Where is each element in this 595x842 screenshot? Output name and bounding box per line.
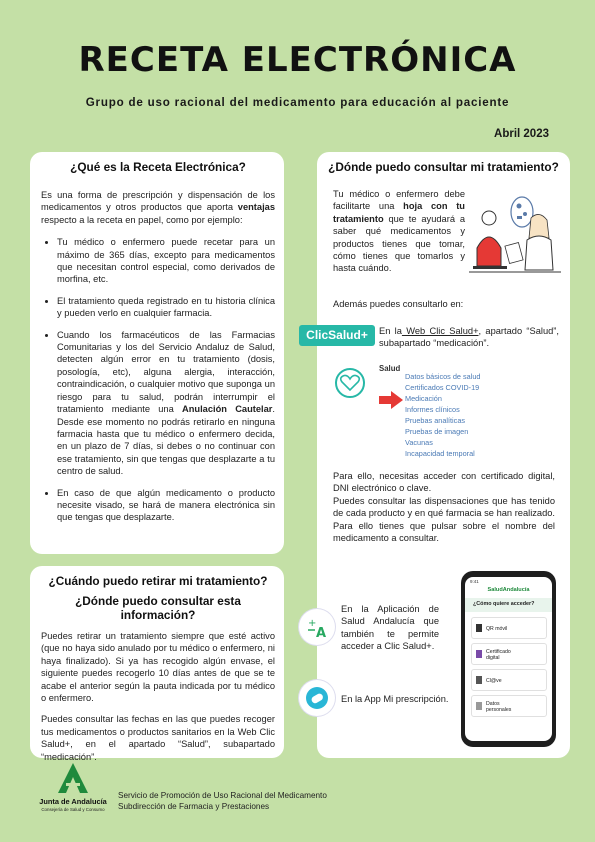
card-what-intro: Es una forma de prescripción y dispensación de los medicamentos y otros productos que aporta ventajas respecto a la receta en papel, como por ejemplo: [41, 190, 275, 225]
phone-option-qr[interactable]: QR móvil [471, 617, 547, 639]
menu-item-medicacion[interactable]: Medicación [405, 394, 442, 403]
list-item: • Tu médico o enfermero puede recetar para un máximo de 365 días, excepto para medicamentos que necesitan control especial, como derivados de morfina, etc. [57, 236, 275, 286]
card-where-para-1: Tu médico o enfermero debe facilitarte una hoja con tu tratamiento que te ayudará a saber qué medicamentos y productos tienes que tomar, cómo tienes que tomarlos y hasta cuándo. [333, 189, 465, 274]
card-when-heading-1: ¿Cuándo puedo retirar mi tratamiento? [48, 574, 268, 588]
footer-line-1: Servicio de Promoción de Uso Racional del Medicamento [118, 791, 327, 800]
card-what-is [30, 152, 284, 554]
phone-mockup [461, 571, 556, 747]
footer-line-2: Subdirección de Farmacia y Prestaciones [118, 802, 270, 811]
menu-item-vacunas[interactable]: Vacunas [405, 438, 433, 447]
menu-item-incapacidad[interactable]: Incapacidad temporal [405, 449, 475, 458]
page-title: RECETA ELECTRÓNICA [78, 40, 517, 80]
card-where-heading: ¿Dónde puedo consultar mi tratamiento? [328, 160, 559, 174]
mi-prescripcion-app-icon[interactable] [299, 680, 335, 716]
card-what-heading: ¿Qué es la Receta Electrónica? [70, 160, 246, 174]
clic-salud-web-link[interactable]: Web Clic Salud+ [401, 326, 479, 336]
advantages-list [41, 236, 275, 524]
app-prescripcion-text: En la App Mi prescripción. [341, 694, 449, 704]
menu-item-imagen[interactable]: Pruebas de imagen [405, 427, 469, 436]
list-item: • El tratamiento queda registrado en tu historia clínica y pueden verlo en cualquier farmacia. [57, 295, 275, 320]
salud-menu-title: Salud [379, 364, 401, 373]
card-where-para-3: Para ello, necesitas acceder con certificado digital, DNI electrónico o clave. [333, 471, 555, 494]
svg-text:+: + [308, 618, 317, 629]
svg-text:A: A [316, 626, 327, 641]
red-arrow-icon [379, 391, 403, 409]
phone-option-certificado[interactable]: Certificado digital [471, 643, 547, 665]
list-item: • Cuando los farmacéuticos de las Farmacias Comunitarias y los del Servicio Andaluz de Salud, detecten algún error en tu tratamiento (dosis, posología, etc), alguna alergia, interacción, contraindicación, o cualquier motivo que suponga un riesgo para tu salud, podrán interrumpir el tratamiento mediante una Anulación Cautelar. Desde ese momento no podrás retirarlo en ninguna farmacia hasta que tu médico o enfermero decida, en un plazo de 7 días, si debes o no continuar con ese tratamiento, sin que tengas que desplazarte a tu centro de salud. [57, 329, 275, 478]
phone-question: ¿Cómo quiere acceder? [473, 601, 535, 607]
menu-item-covid[interactable]: Certificados COVID-19 [405, 383, 480, 392]
page-subtitle: Grupo de uso racional del medicamento para educación al paciente [85, 96, 510, 109]
phone-time: 9:41 [470, 579, 479, 584]
menu-item-informes[interactable]: Informes clínicos [405, 405, 460, 414]
menu-item-datos[interactable]: Datos básicos de salud [405, 372, 481, 381]
card-when-para-1: Puedes retirar un tratamiento siempre que esté activo (que no haya sido anulado por tu médico o enfermero, ni haya finalizado). Si ya has recogido algún envase, el siguiente puedes recogerlo 10 días antes de que se te acabe el anterior según la pauta indicada por tu médico o enfermero. [41, 631, 275, 704]
heart-health-icon [335, 368, 365, 398]
phone-option-clave[interactable]: Cl@ve [471, 669, 547, 691]
salud-andalucia-app-icon[interactable] [299, 609, 335, 645]
list-item: • En caso de que algún medicamento o producto necesite visado, se hará de manera electrónica sin que tengas que desplazarte. [57, 487, 275, 524]
phone-screen [465, 577, 552, 741]
card-when-para-2: Puedes consultar las fechas en las que puedes recoger tus medicamentos o productos sanitarios en la Web Clic Salud+, en el apartado “Salud”, subapartado “medicación”. [41, 714, 275, 762]
card-when-heading-2: ¿Dónde puedo consultar esta información? [75, 594, 241, 622]
phone-option-datos[interactable]: Datos personales [471, 695, 547, 717]
clic-salud-logo: ClicSalud+ [299, 325, 375, 346]
card-where-para-2: Además puedes consultarlo en: [333, 299, 464, 309]
menu-item-analiticas[interactable]: Pruebas analíticas [405, 416, 466, 425]
phone-brand: SaludAndalucía [487, 587, 530, 593]
footer-org: Junta de Andalucía [39, 797, 107, 806]
publication-date: Abril 2023 [494, 128, 549, 140]
clic-salud-web-text: En la Web Clic Salud+, apartado “Salud”, subapartado “medicación”. [379, 326, 559, 349]
app-salud-text: En la Aplicación de Salud Andalucía que también te permite acceder a Clic Salud+. [341, 604, 439, 652]
card-where-para-4: Puedes consultar las dispensaciones que has tenido de cada producto y en qué farmacia se han realizado. Para ello tienes que pulsar sobre el nombre del medicamento a consultar. [333, 496, 555, 544]
doctor-patient-illustration [467, 188, 563, 286]
junta-andalucia-logo [56, 761, 90, 795]
salud-menu-list [405, 371, 480, 459]
footer-org-sub: Consejería de Salud y Consumo [41, 807, 105, 812]
card-when [30, 566, 284, 762]
